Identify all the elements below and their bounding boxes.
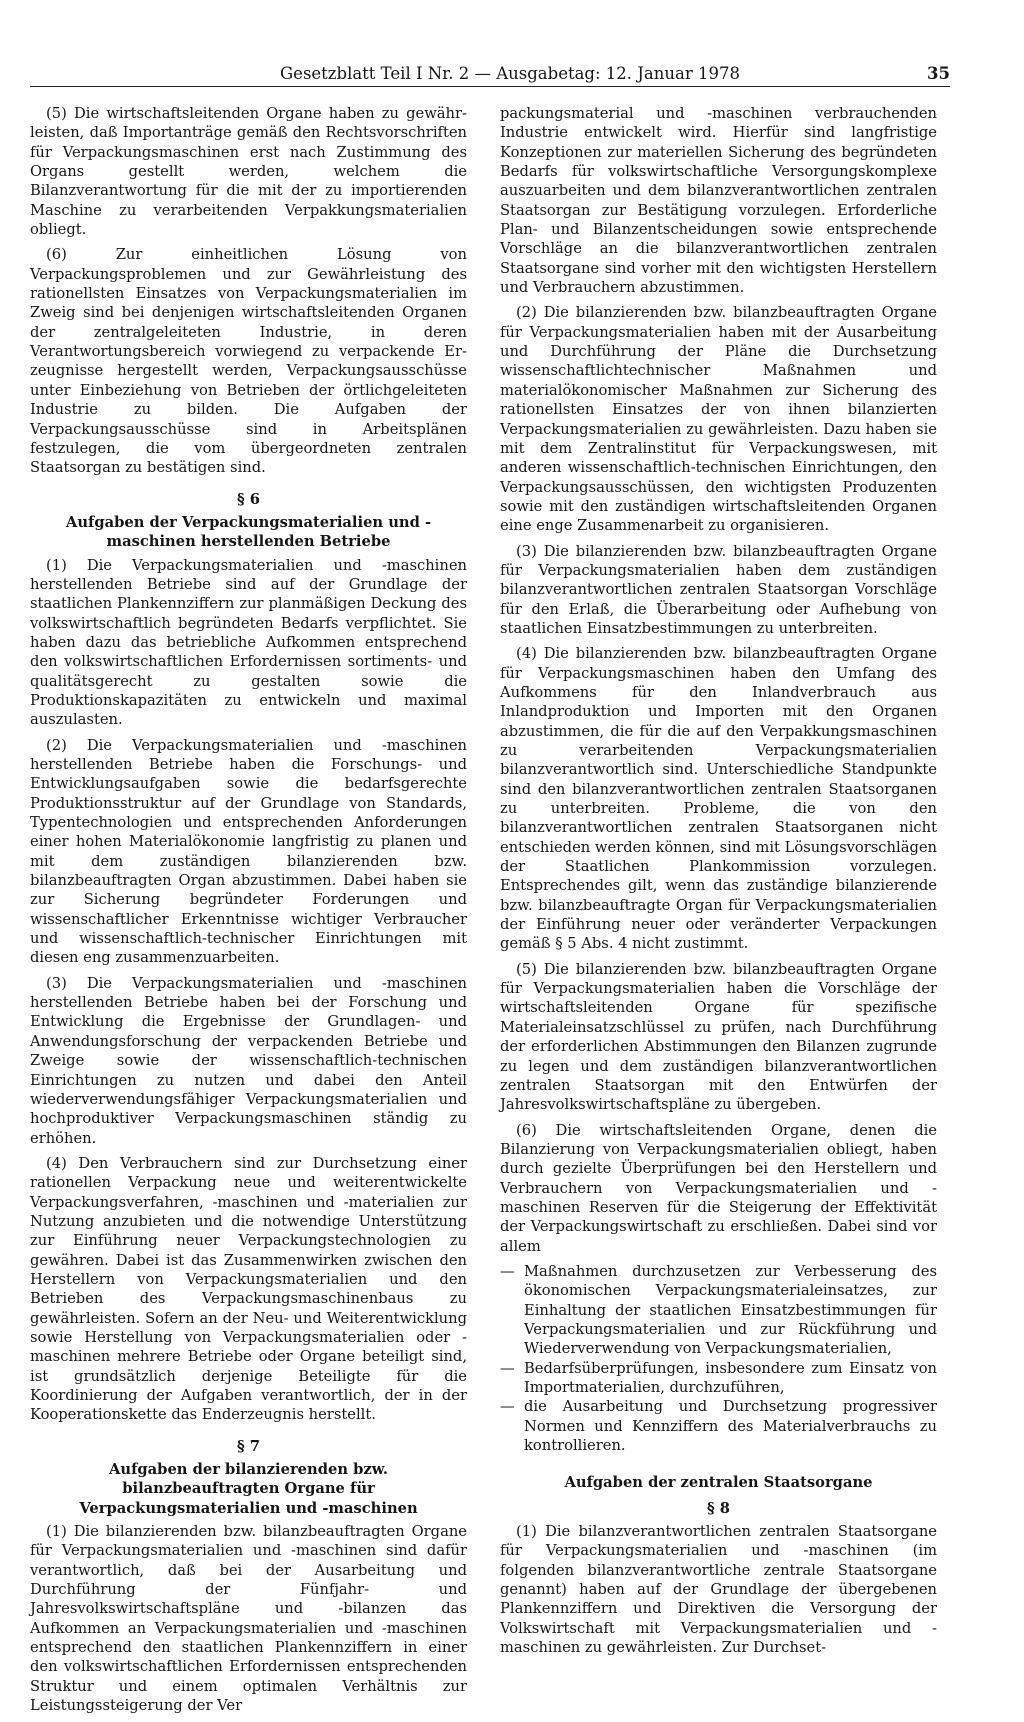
paragraph: (1) Die bilanzierenden bzw. bilanzbeauftragten Organe für Verpackungsmaterialien und -maschinen sind dafür verantwortlich, daß bei der Ausarbeitung und Durchführung der Fünfjahr- und Jahresvolkswirtschaftspläne und -bilanzen das Aufkommen an Verpackungsmaterialien und -maschinen entsprechend den staatlichen Plankennziffern in einer den volkswirtschaftlichen Erfordernissen entsprechenden Struktur und einem optimalen Verhältnis zur Leistungssteigerung der Ver bbox=[30, 1523, 467, 1715]
paragraph: (3) Die bilanzierenden bzw. bilanzbeauftragten Organe für Verpackungsmaterialien haben dem zuständigen bilanzverantwortlichen zentralen Staatsorgan Vorschläge für den Erlaß, die Überarbeitung oder Aufhebung von staatlichen Einsatzbestimmungen zu unterbreiten. bbox=[500, 542, 937, 637]
paragraph: (3) Die Verpackungsmaterialien und -maschinen herstellenden Betriebe haben bei der Forschung und Entwicklung die Ergebnisse der Grundlagen- und Anwendungsforschung der verpackenden Betriebe und Zweige sowie der wissenschaftlich-technischen Einrichtungen zu nutzen und dabei den Anteil wiederverwendungsfähiger Verpackungsmaterialien und hochproduktiver Verpackungsmaschinen ständig zu erhöhen. bbox=[30, 974, 467, 1147]
measures-list bbox=[500, 1262, 937, 1455]
right-column bbox=[500, 104, 937, 1663]
list-item bbox=[500, 1262, 937, 1359]
paragraph: (5) Die wirtschaftsleitenden Organe haben zu gewährleisten, daß Importanträge gemäß den Rechtsvorschriften für Verpackungsmaschinen erst nach Zustimmung des Organs gestellt werden, welchem die Bilanzverantwortung für die mit der zu importierenden Maschine zu verarbeitenden Verpakkungsmaterialien obliegt. bbox=[30, 105, 467, 239]
paragraph: (4) Den Verbrauchern sind zur Durchsetzung einer rationellen Verpackung neue und weiterentwickelte Verpackungsverfahren, -maschinen und -materialien zur Nutzung anzubieten und die notwendige Unterstützung zur Einführung neuer Verpackungstechnologien zu gewähren. Dabei ist das Zusammenwirken zwischen den Herstellern von Verpackungsmaterialien und den Betrieben des Verpackungsmaschinenbaus zu gewährleisten. Sofern an der Neu- und Weiterentwicklung sowie Herstellung von Verpackungsmaterialien oder -maschinen mehrere Betriebe oder Organe beteiligt sind, ist grundsätzlich derjenige Beteiligte für die Koordinierung der Aufgaben verantwortlich, der in der Kooperationskette das Enderzeugnis herstellt. bbox=[30, 1154, 467, 1424]
paragraph: (2) Die Verpackungsmaterialien und -maschinen herstellenden Betriebe haben die Forschungs- und Entwicklungsaufgaben sowie die bedarfsgerechte Produktionsstruktur auf der Grundlage von Standards, Typentechnologien und entsprechenden Anforderungen einer hohen Materialökonomie langfristig zu planen und mit dem zuständigen bilanzierenden bzw. bilanzbeauftragten Organ abzustimmen. Dabei haben sie zur Sicherung begründeter Forderungen und wissenschaftlicher Erkenntnisse wichtiger Verbraucher und wissenschaftlich-technischer Einrichtungen mit diesen eng zusammenzuarbeiten. bbox=[30, 736, 467, 967]
section-number: § 7 bbox=[236, 1437, 260, 1455]
header-title: Gesetzblatt Teil I Nr. 2 — Ausgabetag: 12. Januar 1978 bbox=[280, 64, 740, 83]
list-item-text: Bedarfsüberprüfungen, insbesondere zum Einsatz von Importmaterialien, durchzuführen, bbox=[524, 1359, 937, 1396]
page-header bbox=[30, 60, 950, 87]
paragraph: (1) Die bilanzverantwortlichen zentralen Staatsorgane für Verpackungsmaterialien und -maschinen (im folgenden bilanzverantwortliche zentrale Staatsorgane genannt) haben auf der Grundlage der übergebenen Plankennziffern und Direktiven die Versorgung der Volkswirtschaft mit Verpackungsmaterialien und -maschinen zu gewährleisten. Zur Durchset- bbox=[500, 1523, 937, 1657]
list-item bbox=[500, 1397, 937, 1455]
dash-bullet: — bbox=[500, 1262, 515, 1280]
paragraph: (1) Die Verpackungsmaterialien und -maschinen herstellenden Betriebe sind auf der Grundlage der staatlichen Plankennziffern zur planmäßigen Deckung des volkswirtschaftlich begründeten Bedarfs verpflichtet. Sie haben dazu das betriebliche Aufkommen entsprechend den volkswirtschaftlichen Erfordernissen sortiments- und qualitätsgerecht zu gestalten sowie die Produktionskapazitäten zu entwickeln und maximal auszulasten. bbox=[30, 556, 467, 729]
left-column bbox=[30, 104, 467, 1722]
dash-bullet: — bbox=[500, 1359, 515, 1377]
section-number: § 8 bbox=[706, 1499, 730, 1517]
page-number: 35 bbox=[927, 64, 950, 83]
list-item bbox=[500, 1359, 937, 1398]
paragraph: (6) Zur einheitlichen Lösung von Verpackungsproblemen und zur Gewährleistung des rationellsten Einsatzes von Verpackungsmaterialien im Zweig sind bei denjenigen wirtschaftsleitenden Organen der zentralgeleiteten Industrie, in deren Verantwortungsbereich vorwiegend zu verpackende Erzeugnisse hergestellt werden, Verpackungsausschüsse unter Einbeziehung von Betrieben der örtlichgeleiteten Industrie zu bilden. Die Aufgaben der Verpackungsausschüsse sind in Arbeitsplänen festzulegen, die vom übergeordneten zentralen Staatsorgan zu bestätigen sind. bbox=[30, 246, 467, 477]
list-item-text: die Ausarbeitung und Durchsetzung progressiver Normen und Kennziffern des Materialverbrauchs zu kontrollieren. bbox=[524, 1398, 937, 1455]
section-heading: Aufgaben der zentralen Staatsorgane bbox=[564, 1474, 873, 1492]
paragraph: (5) Die bilanzierenden bzw. bilanzbeauftragten Organe für Verpackungsmaterialien haben die Vorschläge der wirtschaftsleitenden Organe für spezifische Materialeinsatzschlüssel zu prüfen, nach Durchführung der erforderlichen Abstimmungen den Bilanzen zugrunde zu legen und dem zuständigen bilanzverantwortlichen zentralen Staatsorgan mit den Entwürfen der Jahresvolkswirtschaftspläne zu übergeben. bbox=[500, 960, 937, 1114]
section-number: § 6 bbox=[236, 490, 260, 508]
section-heading: Aufgaben der bilanzierenden bzw. bilanzbeauftragten Organe für Verpackungsmaterialien und -maschinen bbox=[79, 1461, 418, 1517]
paragraph: (4) Die bilanzierenden bzw. bilanzbeauftragten Organe für Verpackungsmaschinen haben den Umfang des Aufkommens für den Inlandverbrauch aus Inlandproduktion und Importen mit den Organen abzustimmen, die für die auf den Verpakkungsmaschinen zu verarbeitenden Verpackungsmaterialien bilanzverantwortlich sind. Unterschiedliche Standpunkte sind den bilanzverantwortlichen zentralen Staatsorganen zu unterbreiten. Probleme, die von den bilanzverantwortlichen zentralen Staatsorganen nicht entschieden werden können, sind mit Lösungsvorschlägen der Staatlichen Plankommission vorzulegen. Entsprechendes gilt, wenn das zuständige bilanzierende bzw. bilanzbeauftragte Organ für Verpackungsmaterialien der Einführung neuer oder veränderter Verpackungen gemäß § 5 Abs. 4 nicht zustimmt. bbox=[500, 645, 937, 953]
dash-bullet: — bbox=[500, 1398, 515, 1416]
section-heading: Aufgaben der Verpackungsmaterialien und -maschinen herstellenden Betriebe bbox=[65, 513, 432, 551]
paragraph: (6) Die wirtschaftsleitenden Organe, denen die Bilanzierung von Verpackungsmaterialien obliegt, haben durch gezielte Überprüfungen bei den Herstellern und Verbrauchern von Verpackungsmaterialien und -maschinen Reserven für die Steigerung der Effektivität der Verpackungswirtschaft zu erschließen. Dabei sind vor allem bbox=[500, 1121, 937, 1255]
paragraph: (2) Die bilanzierenden bzw. bilanzbeauftragten Organe für Verpackungsmaterialien haben mit der Ausarbeitung und Durchführung der Pläne die Durchsetzung wissenschaftlichtechnischer Maßnahmen und materialökonomischer Maßnahmen zur Sicherung des rationellsten Einsatzes der von ihnen bilanzierten Verpackungsmaterialien zu gewährleisten. Dazu haben sie mit dem Zentralinstitut für Verpackungswesen, mit anderen wissenschaftlich-technischen Einrichtungen, den Verpackungsausschüssen, den wichtigsten Produzenten sowie mit den zuständigen wirtschaftsleitenden Organen eine enge Zusammenarbeit zu organisieren. bbox=[500, 304, 937, 535]
list-item-text: Maßnahmen durchzusetzen zur Verbesserung des ökonomischen Verpackungsmaterialeinsatzes, zur Einhaltung der staatlichen Einsatzbestimmungen für Verpackungsmaterialien und zur Rückführung und Wiederverwendung von Verpackungsmaterialien, bbox=[524, 1262, 937, 1358]
paragraph-continuation: packungsmaterial und -maschinen verbrauchenden Industrie entwickelt wird. Hierfür sind langfristige Konzeptionen zur materiellen Sicherung des begründeten Bedarfs für volkswirtschaftliche Versorgungskomplexe auszuarbeiten und dem bilanzverantwortlichen zentralen Staatsorgan zur Bestätigung vorzulegen. Erforderliche Plan- und Bilanzentscheidungen sowie entsprechende Vorschläge an die bilanzverantwortlichen zentralen Staatsorgane sind vorher mit den wichtigsten Herstellern und Verbrauchern abzustimmen. bbox=[500, 105, 937, 297]
